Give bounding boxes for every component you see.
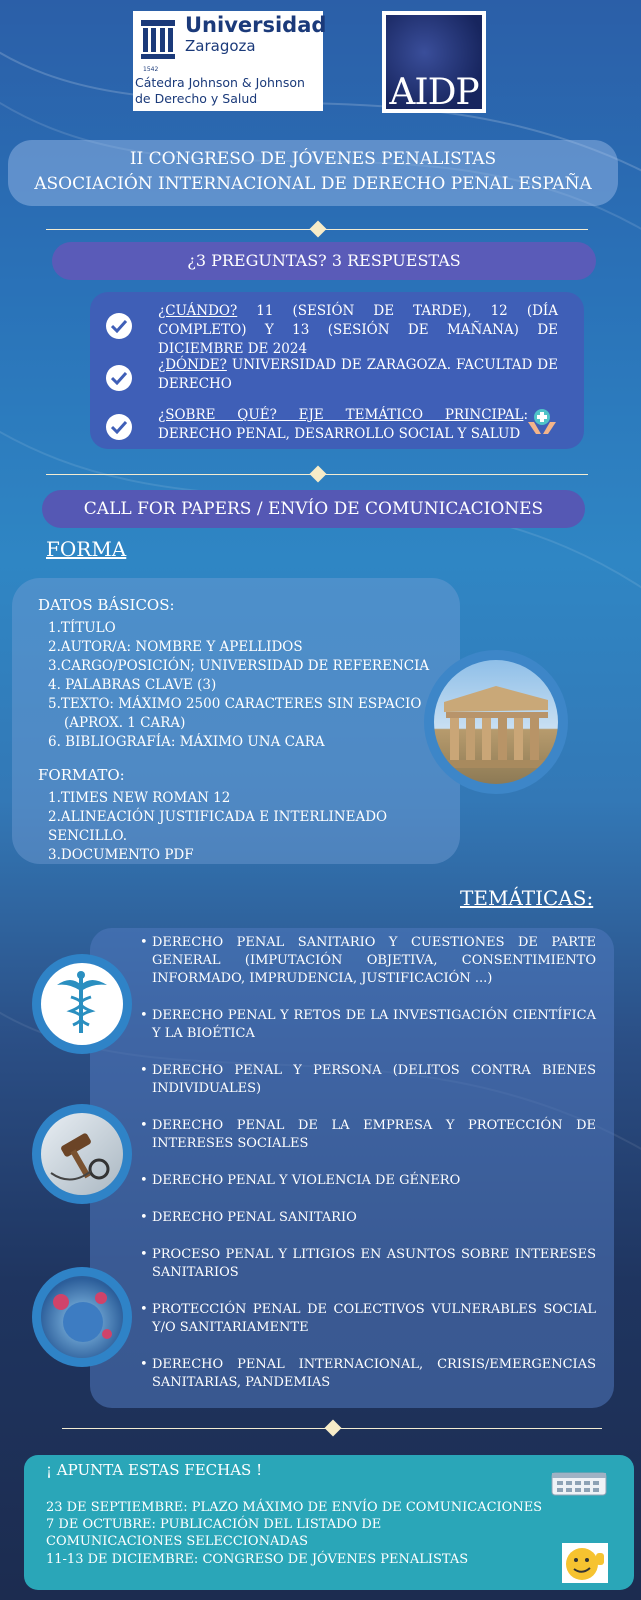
list-item: • DERECHO PENAL SANITARIO xyxy=(152,1209,596,1227)
list-item: 6. BIBLIOGRAFÍA: MÁXIMO UNA CARA xyxy=(48,734,325,750)
question-when-answer: 11 (SESIÓN DE TARDE), 12 (DÍA COMPLETO) Y 13 (SESIÓN DE MAÑANA) DE DICIEMBRE DE 2024 xyxy=(158,303,558,357)
list-item: 2.AUTOR/A: NOMBRE Y APELLIDOS xyxy=(48,639,303,655)
question-when-key: ¿CUÁNDO? xyxy=(158,303,238,319)
dates-box xyxy=(24,1455,634,1590)
university-name: Universidad xyxy=(185,13,327,37)
list-item: • DERECHO PENAL INTERNACIONAL, CRISIS/EMERGENCIAS SANITARIAS, PANDEMIAS xyxy=(152,1356,596,1392)
catedra-name: Cátedra Johnson & Johnson de Derecho y Salud xyxy=(135,75,305,106)
tematicas-title: TEMÁTICAS: xyxy=(460,886,594,910)
question-where-key: ¿DÓNDE? xyxy=(158,357,227,373)
greek-temple-icon xyxy=(434,660,558,784)
list-item: • DERECHO PENAL DE LA EMPRESA Y PROTECCIÓN DE INTERESES SOCIALES xyxy=(152,1117,596,1153)
check-icon xyxy=(106,414,132,440)
list-item: (APROX. 1 CARA) xyxy=(64,715,186,731)
list-item: 3.DOCUMENTO PDF xyxy=(48,847,194,863)
tematicas-box xyxy=(90,928,614,1408)
call-for-papers: CALL FOR PAPERS / ENVÍO DE COMUNICACIONES xyxy=(42,490,585,528)
virus-globe-image xyxy=(32,1267,132,1367)
tematicas-list xyxy=(152,934,596,1411)
caduceus-icon xyxy=(41,963,123,1045)
list-item: • DERECHO PENAL Y PERSONA (DELITOS CONTRA BIENES INDIVIDUALES) xyxy=(152,1062,596,1098)
forma-box xyxy=(12,578,460,864)
formato-list xyxy=(48,789,460,865)
list-item: 1.TÍTULO xyxy=(48,620,116,636)
list-item: 5.TEXTO: MÁXIMO 2500 CARACTERES SIN ESPACIO xyxy=(48,696,422,712)
dates-title: ¡ APUNTA ESTAS FECHAS ! xyxy=(46,1461,263,1479)
smiley-thumbs-up-icon xyxy=(562,1543,608,1583)
congress-title-line1: II CONGRESO DE JÓVENES PENALISTAS xyxy=(129,149,497,169)
question-when xyxy=(158,302,558,359)
date-line: 23 DE SEPTIEMBRE: PLAZO MÁXIMO DE ENVÍO DE COMUNICACIONES xyxy=(46,1500,543,1515)
aidp-logo-text: AIDP xyxy=(389,72,479,113)
university-city: Zaragoza xyxy=(185,37,256,55)
aidp-logo xyxy=(382,11,486,113)
virus-icon xyxy=(41,1276,123,1358)
university-crest-icon xyxy=(139,16,177,68)
list-item: • DERECHO PENAL SANITARIO Y CUESTIONES DE PARTE GENERAL (IMPUTACIÓN OBJETIVA, CONSENTIMIENTO INFORMADO, IMPRUDENCIA, JUSTIFICACIÓN ...) xyxy=(152,934,596,988)
congress-title-line2: ASOCIACIÓN INTERNACIONAL DE DERECHO PENAL ESPAÑA xyxy=(34,174,592,194)
question-what xyxy=(158,406,528,444)
list-item: 3.CARGO/POSICIÓN; UNIVERSIDAD DE REFERENCIA xyxy=(48,658,430,674)
list-item: • PROTECCIÓN PENAL DE COLECTIVOS VULNERABLES SOCIAL Y/O SANITARIAMENTE xyxy=(152,1301,596,1337)
temple-image xyxy=(424,650,568,794)
calendar-icon xyxy=(548,1469,610,1497)
formato-title: FORMATO: xyxy=(38,766,125,784)
datos-basicos-list xyxy=(48,619,429,752)
questions-title: ¿3 PREGUNTAS? 3 RESPUESTAS xyxy=(52,242,596,280)
date-line: 11-13 DE DICIEMBRE: CONGRESO DE JÓVENES PENALISTAS xyxy=(46,1552,469,1567)
list-item: • DERECHO PENAL Y RETOS DE LA INVESTIGACIÓN CIENTÍFICA Y LA BIOÉTICA xyxy=(152,1007,596,1043)
question-what-answer: : DERECHO PENAL, DESARROLLO SOCIAL Y SALUD xyxy=(158,407,528,442)
list-item: 4. PALABRAS CLAVE (3) xyxy=(48,677,217,693)
list-item: 2.ALINEACIÓN JUSTIFICADA E INTERLINEADO SENCILLO. xyxy=(48,809,388,844)
list-item: • DERECHO PENAL Y VIOLENCIA DE GÉNERO xyxy=(152,1172,596,1190)
forma-title: FORMA xyxy=(46,537,127,561)
check-icon xyxy=(106,365,132,391)
questions-box xyxy=(90,292,584,449)
list-item: 1.TIMES NEW ROMAN 12 xyxy=(48,790,231,806)
question-what-key: ¿SOBRE QUÉ? EJE TEMÁTICO PRINCIPAL xyxy=(158,407,524,423)
datos-basicos-title: DATOS BÁSICOS: xyxy=(38,596,175,614)
health-hands-icon xyxy=(526,408,558,438)
list-item: • PROCESO PENAL Y LITIGIOS EN ASUNTOS SOBRE INTERESES SANITARIOS xyxy=(152,1246,596,1282)
universidad-zaragoza-logo xyxy=(133,11,327,111)
question-where-answer: UNIVERSIDAD DE ZARAGOZA. FACULTAD DE DERECHO xyxy=(158,357,558,392)
caduceus-image xyxy=(32,954,132,1054)
date-line: 7 DE OCTUBRE: PUBLICACIÓN DEL LISTADO DE COMUNICACIONES SELECCIONADAS xyxy=(46,1517,382,1549)
university-year: 1542 xyxy=(143,66,159,73)
gavel-stethoscope-image xyxy=(32,1104,132,1204)
gavel-icon xyxy=(41,1113,123,1195)
question-where xyxy=(158,356,558,394)
check-icon xyxy=(106,313,132,339)
congress-title xyxy=(8,140,618,206)
